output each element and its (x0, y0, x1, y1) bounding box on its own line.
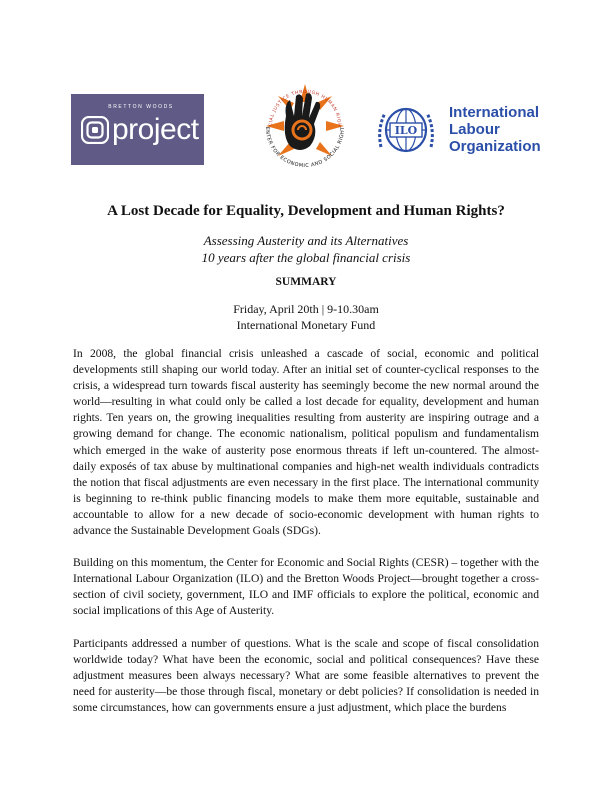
ilo-name-line: Labour (449, 121, 500, 138)
document-subtitle (0, 232, 612, 266)
paragraph: Participants addressed a number of questions. What is the scale and scope of fiscal consolidation worldwide today? What have been the economic, social and political consequences? Have these adjustment measures been always necessary? What are some feasible alternatives to prevent the need for austerity—be those through fiscal, monetary or debt policies? If consolidation is needed in some circumstances, how can governments ensure a just adjustment, which place the burdens (73, 636, 539, 714)
ilo-name-line: Organization (449, 138, 541, 155)
ilo-name (449, 104, 544, 155)
paragraph: In 2008, the global financial crisis unleashed a cascade of social, economic and political developments still shaping our world today. After an initial set of counter-cyclical responses to the crisis, a widespread turn towards fiscal austerity has seemingly become the new normal around the world—resulting in what could only be called a lost decade for equality, development and human rights. Ten years on, the growing inequalities resulting from austerity are inspiring outrage and a growing demand for change. The economic nationalism, political populism and fundamentalism which emerged in the wake of austerity pose enormous threats if left un-countered. The almost-daily exposés of tax abuse by multinational companies and high-net wealth individuals contradicts the notion that fiscal adjustments are even necessary in the first place. The international community is beginning to re-think public financing models to make them more equitable, sustainable and accountable to allow for a new decade of socio-economic development with human rights to advance the Sustainable Development Goals (SDGs). (73, 347, 539, 538)
ilo-emblem-text: ILO (394, 124, 418, 137)
cesr-arc-text-bottom: ENTER FOR ECONOMIC AND SOCIAL RIGHT (263, 126, 347, 170)
cesr-logo (246, 76, 364, 176)
logo-strip (0, 0, 612, 180)
ilo-name-line: International (449, 104, 540, 121)
hand-icon (285, 93, 321, 150)
event-info (0, 301, 612, 333)
event-date-time: Friday, April 20th | 9-10.30am (233, 302, 379, 316)
cesr-arc-text: CIAL JUSTICE THROUGH HUMAN RIGH (268, 89, 342, 128)
bretton-woods-project-logo (71, 94, 204, 165)
bwp-logo-big-text: project (112, 113, 199, 146)
body-text (73, 346, 539, 732)
event-venue: International Monetary Fund (236, 318, 376, 332)
summary-heading: SUMMARY (275, 276, 337, 288)
ilo-logo (373, 99, 539, 161)
subtitle-line: Assessing Austerity and its Alternatives (203, 233, 409, 248)
bwp-logo-small-text: BRETTON WOODS (108, 104, 174, 110)
paragraph: Building on this momentum, the Center for Economic and Social Rights (CESR) – together with the International Labour Organization (ILO) and the Bretton Woods Project—brought together a cross-section of civil society, government, ILO and IMF officials to explore the political, economic and social implications of this Age of Austerity. (73, 556, 539, 618)
subtitle-line: 10 years after the global financial crisis (201, 250, 411, 265)
document-title: A Lost Decade for Equality, Development and Human Rights? (107, 203, 505, 219)
bwp-square-icon (81, 116, 109, 144)
ilo-emblem-icon (373, 99, 439, 161)
